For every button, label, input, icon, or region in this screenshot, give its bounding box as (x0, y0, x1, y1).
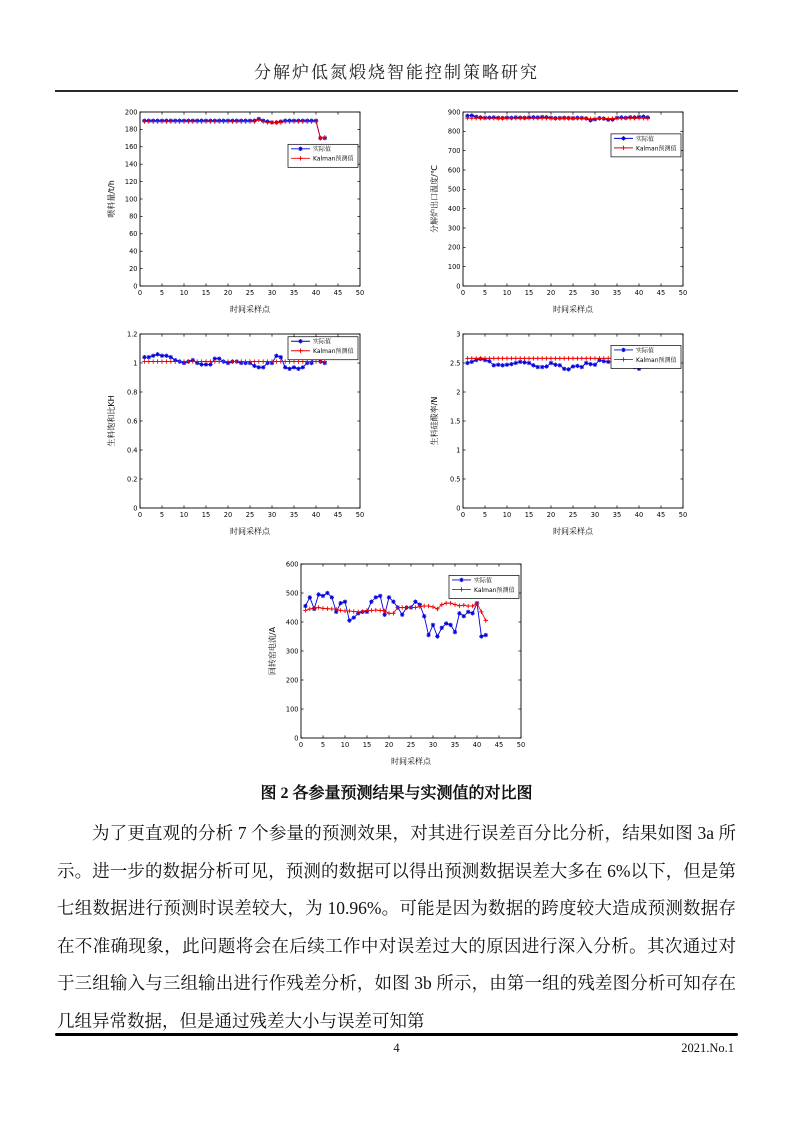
svg-text:50: 50 (516, 741, 526, 749)
svg-text:实际值: 实际值 (312, 146, 331, 154)
svg-text:3: 3 (455, 330, 460, 339)
svg-text:Kalman预测值: Kalman预测值 (635, 356, 676, 364)
svg-text:Kalman预测值: Kalman预测值 (312, 348, 353, 356)
svg-text:10: 10 (502, 289, 511, 297)
svg-text:时间采样点: 时间采样点 (391, 757, 431, 766)
svg-text:40: 40 (634, 289, 643, 297)
page-header-title: 分解炉低氮煅烧智能控制策略研究 (254, 63, 539, 82)
issue-label: 2021.No.1 (681, 1041, 734, 1055)
svg-text:5: 5 (482, 289, 487, 297)
svg-text:30: 30 (267, 289, 276, 297)
svg-text:35: 35 (289, 289, 298, 297)
svg-text:10: 10 (340, 741, 350, 749)
page-number: 4 (393, 1041, 400, 1055)
svg-text:45: 45 (333, 289, 342, 297)
svg-text:0.6: 0.6 (126, 417, 137, 426)
svg-text:200: 200 (124, 108, 137, 117)
svg-text:2: 2 (455, 388, 460, 397)
svg-text:100: 100 (447, 262, 460, 271)
svg-text:0: 0 (132, 282, 137, 291)
svg-text:50: 50 (355, 289, 364, 297)
figure-caption: 图 2 各参量预测结果与实测值的对比图 (260, 785, 533, 802)
svg-text:5: 5 (482, 511, 487, 519)
svg-text:0: 0 (460, 511, 465, 519)
svg-text:0.2: 0.2 (126, 475, 137, 484)
svg-text:800: 800 (447, 127, 460, 136)
svg-text:1.5: 1.5 (449, 417, 460, 426)
svg-text:0: 0 (298, 741, 304, 749)
svg-text:120: 120 (124, 177, 137, 186)
chart-row-3 (0, 556, 793, 768)
svg-text:45: 45 (333, 511, 342, 519)
svg-text:500: 500 (285, 589, 299, 598)
svg-text:15: 15 (201, 511, 210, 519)
svg-text:0.4: 0.4 (126, 446, 137, 455)
svg-text:喂料量/t/h: 喂料量/t/h (106, 180, 116, 218)
svg-text:180: 180 (124, 125, 137, 134)
svg-text:2.5: 2.5 (449, 359, 460, 368)
svg-text:0: 0 (137, 511, 142, 519)
svg-text:20: 20 (546, 511, 555, 519)
svg-text:15: 15 (524, 511, 533, 519)
svg-text:0: 0 (455, 504, 460, 513)
footer-row (55, 1041, 738, 1057)
svg-text:0.8: 0.8 (126, 388, 137, 397)
svg-text:400: 400 (447, 204, 460, 213)
svg-text:0: 0 (460, 289, 465, 297)
svg-text:50: 50 (678, 289, 687, 297)
svg-text:实际值: 实际值 (312, 338, 331, 346)
svg-text:1: 1 (132, 359, 137, 368)
svg-text:0: 0 (137, 289, 142, 297)
svg-text:45: 45 (656, 289, 665, 297)
page-header (0, 0, 793, 92)
svg-text:40: 40 (634, 511, 643, 519)
svg-text:15: 15 (201, 289, 210, 297)
svg-text:实际值: 实际值 (474, 577, 493, 585)
chart-svg (426, 326, 691, 538)
svg-text:700: 700 (447, 146, 460, 155)
svg-text:40: 40 (311, 289, 320, 297)
svg-text:600: 600 (285, 560, 299, 569)
svg-text:45: 45 (494, 741, 504, 749)
header-rule (55, 90, 738, 92)
svg-text:50: 50 (678, 511, 687, 519)
svg-text:35: 35 (289, 511, 298, 519)
svg-text:35: 35 (612, 511, 621, 519)
svg-text:500: 500 (447, 185, 460, 194)
svg-text:0.5: 0.5 (449, 475, 460, 484)
svg-text:25: 25 (245, 511, 254, 519)
svg-text:20: 20 (384, 741, 394, 749)
svg-text:50: 50 (355, 511, 364, 519)
chart-svg (426, 104, 691, 316)
chart-lime-saturation-ratio (103, 326, 368, 538)
svg-text:140: 140 (124, 160, 137, 169)
svg-text:300: 300 (285, 647, 299, 656)
svg-text:0: 0 (132, 504, 137, 513)
svg-text:25: 25 (568, 289, 577, 297)
svg-text:10: 10 (179, 289, 188, 297)
svg-text:45: 45 (656, 511, 665, 519)
svg-text:30: 30 (428, 741, 438, 749)
svg-text:80: 80 (128, 212, 137, 221)
svg-text:20: 20 (223, 511, 232, 519)
svg-text:5: 5 (320, 741, 326, 749)
svg-text:Kalman预测值: Kalman预测值 (635, 145, 676, 153)
svg-text:25: 25 (568, 511, 577, 519)
svg-text:10: 10 (502, 511, 511, 519)
svg-text:40: 40 (472, 741, 482, 749)
svg-text:15: 15 (362, 741, 372, 749)
svg-text:200: 200 (285, 676, 299, 685)
figure-2-charts (0, 104, 793, 768)
chart-kiln-current (264, 556, 529, 768)
svg-text:30: 30 (267, 511, 276, 519)
svg-text:回转窑电流/A: 回转窑电流/A (268, 626, 277, 676)
svg-text:分解炉出口温度/℃: 分解炉出口温度/℃ (429, 165, 439, 233)
chart-svg (103, 104, 368, 316)
svg-text:0: 0 (294, 734, 299, 743)
body-paragraph: 为了更直观的分析 7 个参量的预测效果，对其进行误差百分比分析，结果如图 3a 所示。进一步的数据分析可见，预测的数据可以得出预测数据误差大多在 6%以下，但是第七组数据进行预测时误差较大，为 10.96%。可能是因为数据的跨度较大造成预测数据存在不准确现象，此问题将会在后续工作中对误差过大的原因进行深入分析。其次通过对于三组输入与三组输出进行作残差分析，如图 3b 所示，由第一组的残差图分析可知存在几组异常数据，但是通过残差大小与误差可知第 (57, 823, 736, 1031)
svg-text:时间采样点: 时间采样点 (552, 305, 593, 314)
svg-text:0: 0 (455, 282, 460, 291)
svg-text:生料饱和比KH: 生料饱和比KH (106, 395, 116, 447)
svg-text:15: 15 (524, 289, 533, 297)
chart-svg (103, 326, 368, 538)
svg-text:25: 25 (245, 289, 254, 297)
svg-text:25: 25 (406, 741, 416, 749)
svg-text:Kalman预测值: Kalman预测值 (474, 586, 515, 594)
svg-text:200: 200 (447, 243, 460, 252)
svg-text:600: 600 (447, 166, 460, 175)
svg-text:时间采样点: 时间采样点 (552, 527, 593, 536)
svg-text:100: 100 (285, 705, 299, 714)
svg-text:生料硅酸率/N: 生料硅酸率/N (429, 396, 439, 446)
svg-text:5: 5 (159, 289, 164, 297)
page-footer (55, 1033, 738, 1057)
chart-silica-modulus (426, 326, 691, 538)
chart-row-2 (0, 326, 793, 538)
footer-rule (55, 1033, 738, 1036)
chart-calciner-outlet-temperature (426, 104, 691, 316)
svg-text:400: 400 (285, 618, 299, 627)
svg-text:实际值: 实际值 (635, 135, 654, 143)
svg-text:40: 40 (128, 247, 137, 256)
svg-text:时间采样点: 时间采样点 (229, 305, 270, 314)
svg-text:100: 100 (124, 195, 137, 204)
svg-text:1.2: 1.2 (126, 330, 137, 339)
svg-text:实际值: 实际值 (635, 347, 654, 355)
chart-feed-rate (103, 104, 368, 316)
svg-text:5: 5 (159, 511, 164, 519)
svg-text:Kalman预测值: Kalman预测值 (312, 155, 353, 163)
svg-text:30: 30 (590, 511, 599, 519)
chart-svg (264, 556, 529, 768)
svg-text:35: 35 (612, 289, 621, 297)
svg-text:900: 900 (447, 108, 460, 117)
svg-text:160: 160 (124, 143, 137, 152)
svg-text:40: 40 (311, 511, 320, 519)
svg-text:20: 20 (128, 264, 137, 273)
svg-text:300: 300 (447, 224, 460, 233)
svg-text:10: 10 (179, 511, 188, 519)
svg-text:35: 35 (450, 741, 460, 749)
svg-text:时间采样点: 时间采样点 (229, 527, 270, 536)
svg-text:30: 30 (590, 289, 599, 297)
chart-row-1 (0, 104, 793, 316)
svg-text:1: 1 (455, 446, 460, 455)
svg-text:20: 20 (546, 289, 555, 297)
svg-text:60: 60 (128, 230, 137, 239)
svg-text:20: 20 (223, 289, 232, 297)
